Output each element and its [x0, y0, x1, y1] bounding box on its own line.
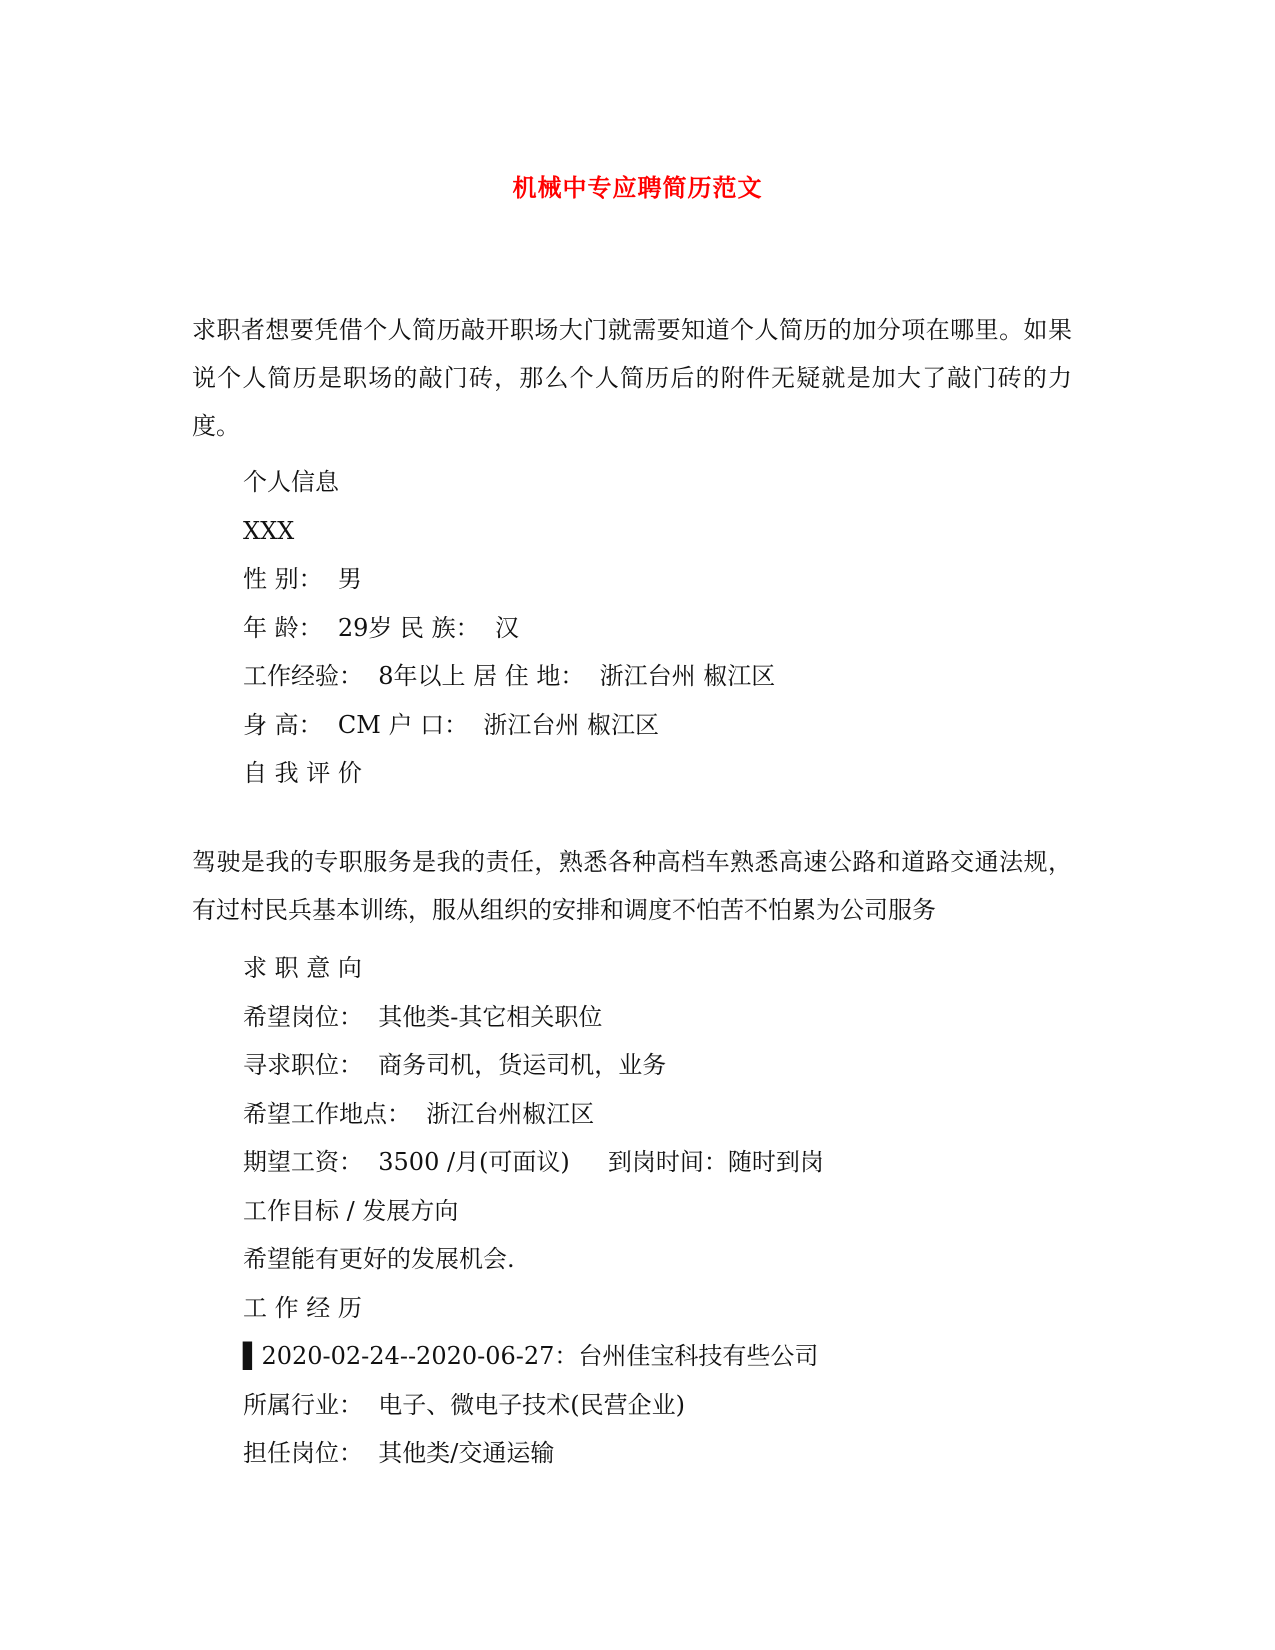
job-and-work-section [243, 944, 824, 1478]
self-evaluation-heading: 自 我 评 价 [243, 759, 362, 787]
self-evaluation-paragraph: 驾驶是我的专职服务是我的责任，熟悉各种高档车熟悉高速公路和道路交通法规，有过村民兵基本训练，服从组织的安排和调度不怕苦不怕累为公司服务 [192, 848, 1072, 924]
height-hukou-line: 身 高： CM 户 口： 浙江台州 椒江区 [243, 710, 659, 739]
age-ethnicity-line: 年 龄： 29岁 民 族： 汉 [243, 613, 519, 642]
desired-position-line: 希望岗位： 其他类-其它相关职位 [243, 1002, 603, 1031]
salary-line: 期望工资： 3500 /月(可面议) 到岗时间：随时到岗 [243, 1148, 824, 1176]
gender-line: 性 别： 男 [243, 565, 362, 593]
goal-line: 希望能有更好的发展机会. [243, 1245, 515, 1273]
desired-location-line: 希望工作地点： 浙江台州椒江区 [243, 1099, 595, 1128]
seeking-position-line: 寻求职位： 商务司机，货运司机，业务 [243, 1051, 667, 1079]
document-title: 机械中专应聘简历范文 [512, 173, 763, 202]
personal-info-heading: 个人信息 [243, 468, 339, 496]
name-line: XXX [243, 516, 295, 545]
experience-residence-line: 工作经验： 8年以上 居 住 地： 浙江台州 椒江区 [243, 662, 776, 690]
intro-paragraph: 求职者想要凭借个人简历敲开职场大门就需要知道个人简历的加分项在哪里。如果说个人简历是职场的敲门砖，那么个人简历后的附件无疑就是加大了敲门砖的力度。 [192, 316, 1072, 440]
personal-info-section [243, 458, 775, 798]
work-entry-line: ▌2020-02-24--2020-06-27：台州佳宝科技有些公司 [243, 1342, 819, 1370]
position-line: 担任岗位： 其他类/交通运输 [243, 1439, 555, 1467]
goal-heading: 工作目标 / 发展方向 [243, 1196, 459, 1225]
job-intention-heading: 求 职 意 向 [243, 954, 362, 982]
work-history-heading: 工 作 经 历 [243, 1293, 362, 1322]
industry-line: 所属行业： 电子、微电子技术(民营企业) [243, 1390, 685, 1419]
